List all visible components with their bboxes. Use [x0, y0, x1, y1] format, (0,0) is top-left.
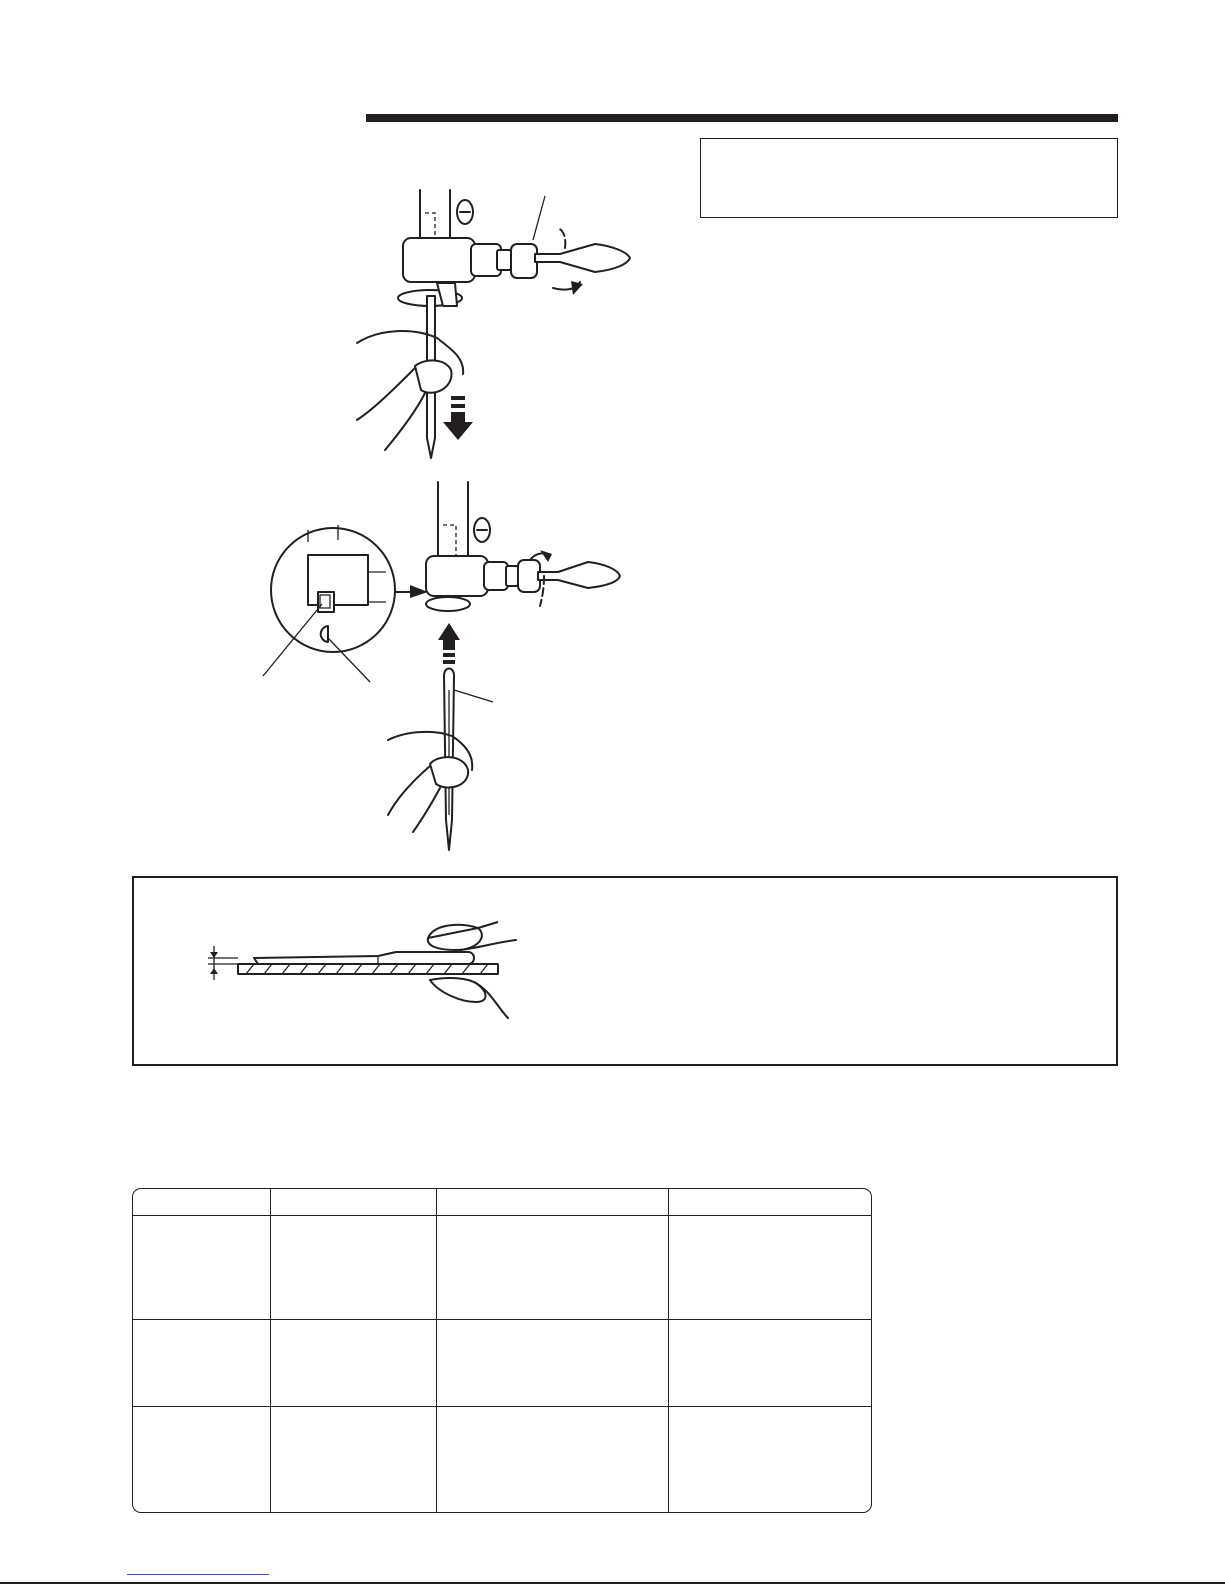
screwdriver-icon	[530, 550, 620, 606]
table-header-cell	[271, 1189, 437, 1216]
needle-check-illustration	[198, 918, 518, 1028]
table-header-cell	[437, 1189, 669, 1216]
needle-bar-icon	[438, 482, 490, 560]
caution-box	[700, 138, 1118, 218]
needle-clamp-icon	[426, 556, 540, 611]
gap-dimension-icon	[208, 946, 238, 980]
removing-needle-illustration	[355, 188, 655, 473]
table-header-row	[133, 1189, 871, 1216]
needle-icon	[254, 952, 474, 964]
flat-surface-icon	[238, 964, 498, 974]
table-row	[133, 1407, 871, 1512]
footer-link[interactable]	[127, 1574, 269, 1575]
section-title-rule	[366, 114, 1118, 122]
table-row	[133, 1216, 871, 1320]
table-cell	[669, 1320, 871, 1407]
table-cell	[437, 1407, 669, 1512]
table-cell	[271, 1216, 437, 1320]
page-bottom-rule	[0, 1582, 1225, 1584]
inserting-needle-illustration	[268, 480, 658, 870]
magnifier-detail-icon	[263, 525, 428, 682]
down-arrow-icon	[443, 396, 473, 440]
needle-clamp-icon	[403, 196, 545, 282]
table-cell	[437, 1216, 669, 1320]
table-cell	[437, 1320, 669, 1407]
table-cell	[133, 1320, 271, 1407]
table-header-cell	[133, 1189, 271, 1216]
hand-icon	[357, 331, 463, 450]
table-cell	[133, 1216, 271, 1320]
table-header-cell	[669, 1189, 871, 1216]
up-arrow-icon	[438, 623, 460, 664]
table-row	[133, 1320, 871, 1407]
table-cell	[271, 1320, 437, 1407]
table-cell	[669, 1216, 871, 1320]
table-cell	[133, 1407, 271, 1512]
hand-icon	[388, 732, 472, 832]
screwdriver-icon	[535, 228, 630, 295]
table-cell	[669, 1407, 871, 1512]
table-cell	[271, 1407, 437, 1512]
needle-table	[132, 1188, 872, 1513]
